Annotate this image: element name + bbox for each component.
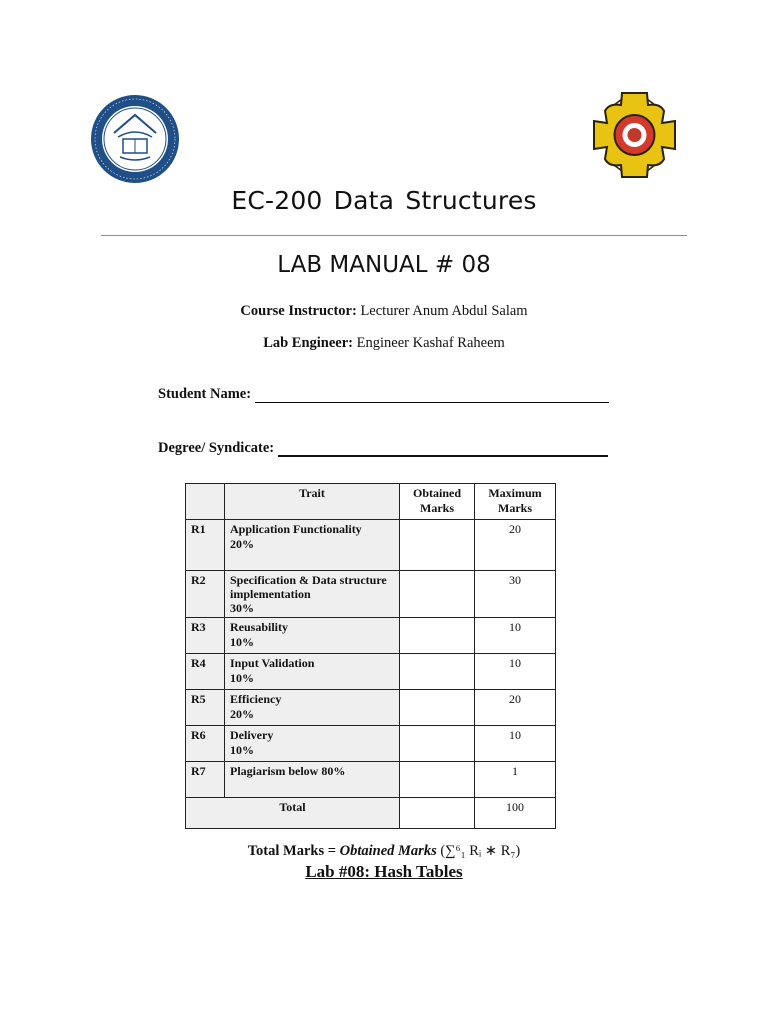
rubric-trait-name: Delivery (230, 728, 274, 742)
rubric-header-trait: Trait (225, 484, 400, 520)
total-marks-formula (0, 843, 768, 860)
degree-syndicate-label: Degree/ Syndicate: (158, 440, 275, 456)
rubric-trait-name: Input Validation (230, 656, 315, 670)
rubric-trait-weight: 20% (230, 537, 254, 551)
rubric-total-max: 100 (475, 798, 556, 829)
rubric-trait-weight: 10% (230, 635, 254, 649)
lab-title-text: Lab #08: Hash Tables (305, 862, 463, 881)
rubric-row-obtained[interactable] (400, 520, 475, 571)
rubric-row-obtained[interactable] (400, 690, 475, 726)
rubric-row (186, 690, 556, 726)
rubric-row-trait (225, 762, 400, 798)
student-name-field (158, 386, 609, 403)
engineer-label: Lab Engineer: (263, 335, 354, 351)
rubric-trait-name: Application Functionality (230, 522, 362, 536)
rubric-row-id: R7 (186, 762, 225, 798)
lab-title (0, 862, 768, 882)
formula-sum-expression: (∑⁶₁ Rᵢ ∗ R₇) (436, 843, 521, 859)
lab-engineer-line (0, 335, 768, 352)
rubric-row-id: R6 (186, 726, 225, 762)
rubric-row-id: R5 (186, 690, 225, 726)
course-instructor-line (0, 303, 768, 320)
rubric-row-obtained[interactable] (400, 654, 475, 690)
rubric-row (186, 520, 556, 571)
rubric-row (186, 618, 556, 654)
rubric-row-trait (225, 690, 400, 726)
rubric-header-maximum: Maximum Marks (475, 484, 556, 520)
student-name-blank[interactable] (255, 388, 609, 403)
student-name-label: Student Name: (158, 386, 252, 402)
rubric-row-obtained[interactable] (400, 726, 475, 762)
rubric-row-obtained[interactable] (400, 762, 475, 798)
rubric-total-obtained[interactable] (400, 798, 475, 829)
rubric-row-trait (225, 520, 400, 571)
rubric-row (186, 571, 556, 618)
rubric-row (186, 654, 556, 690)
rubric-row-obtained[interactable] (400, 618, 475, 654)
rubric-trait-name: Reusability (230, 620, 289, 634)
rubric-row (186, 726, 556, 762)
title-divider (101, 235, 687, 236)
rubric-row-trait (225, 726, 400, 762)
engineer-name: Engineer Kashaf Raheem (353, 335, 505, 351)
rubric-row-id: R2 (186, 571, 225, 618)
rubric-row (186, 762, 556, 798)
rubric-row-trait (225, 654, 400, 690)
degree-syndicate-blank[interactable] (278, 441, 608, 457)
rubric-trait-name: Specification & Data structure implementation (230, 573, 387, 601)
instructor-name: Lecturer Anum Abdul Salam (356, 303, 528, 319)
instructor-label: Course Instructor: (240, 303, 357, 319)
nust-seal-logo (90, 93, 180, 185)
rubric-trait-name: Efficiency (230, 692, 282, 706)
rubric-row-max: 20 (475, 520, 556, 571)
rubric-total-label: Total (186, 798, 400, 829)
rubric-row-id: R4 (186, 654, 225, 690)
formula-obtained-marks: Obtained Marks (339, 843, 437, 859)
rubric-total-row (186, 798, 556, 829)
college-crest-logo (592, 91, 677, 179)
rubric-row-obtained[interactable] (400, 571, 475, 618)
rubric-row-max: 10 (475, 654, 556, 690)
lab-manual-number: LAB MANUAL # 08 (277, 252, 491, 278)
rubric-row-max: 30 (475, 571, 556, 618)
rubric-row-id: R3 (186, 618, 225, 654)
rubric-row-id: R1 (186, 520, 225, 571)
degree-syndicate-field (158, 440, 608, 457)
rubric-trait-weight: 10% (230, 743, 254, 757)
rubric-row-max: 20 (475, 690, 556, 726)
rubric-header-id (186, 484, 225, 520)
rubric-row-trait (225, 571, 400, 618)
rubric-trait-name: Plagiarism below 80% (230, 764, 346, 778)
rubric-trait-weight: 20% (230, 707, 254, 721)
rubric-trait-weight: 30% (230, 601, 254, 615)
rubric-row-max: 10 (475, 618, 556, 654)
rubric-header-obtained: Obtained Marks (400, 484, 475, 520)
rubric-row-max: 1 (475, 762, 556, 798)
grading-rubric-table (185, 483, 556, 829)
rubric-trait-weight: 10% (230, 671, 254, 685)
rubric-header-row (186, 484, 556, 520)
rubric-row-max: 10 (475, 726, 556, 762)
course-title: EC-200 Data Structures (231, 186, 537, 215)
formula-prefix: Total Marks = (247, 843, 340, 859)
rubric-row-trait (225, 618, 400, 654)
